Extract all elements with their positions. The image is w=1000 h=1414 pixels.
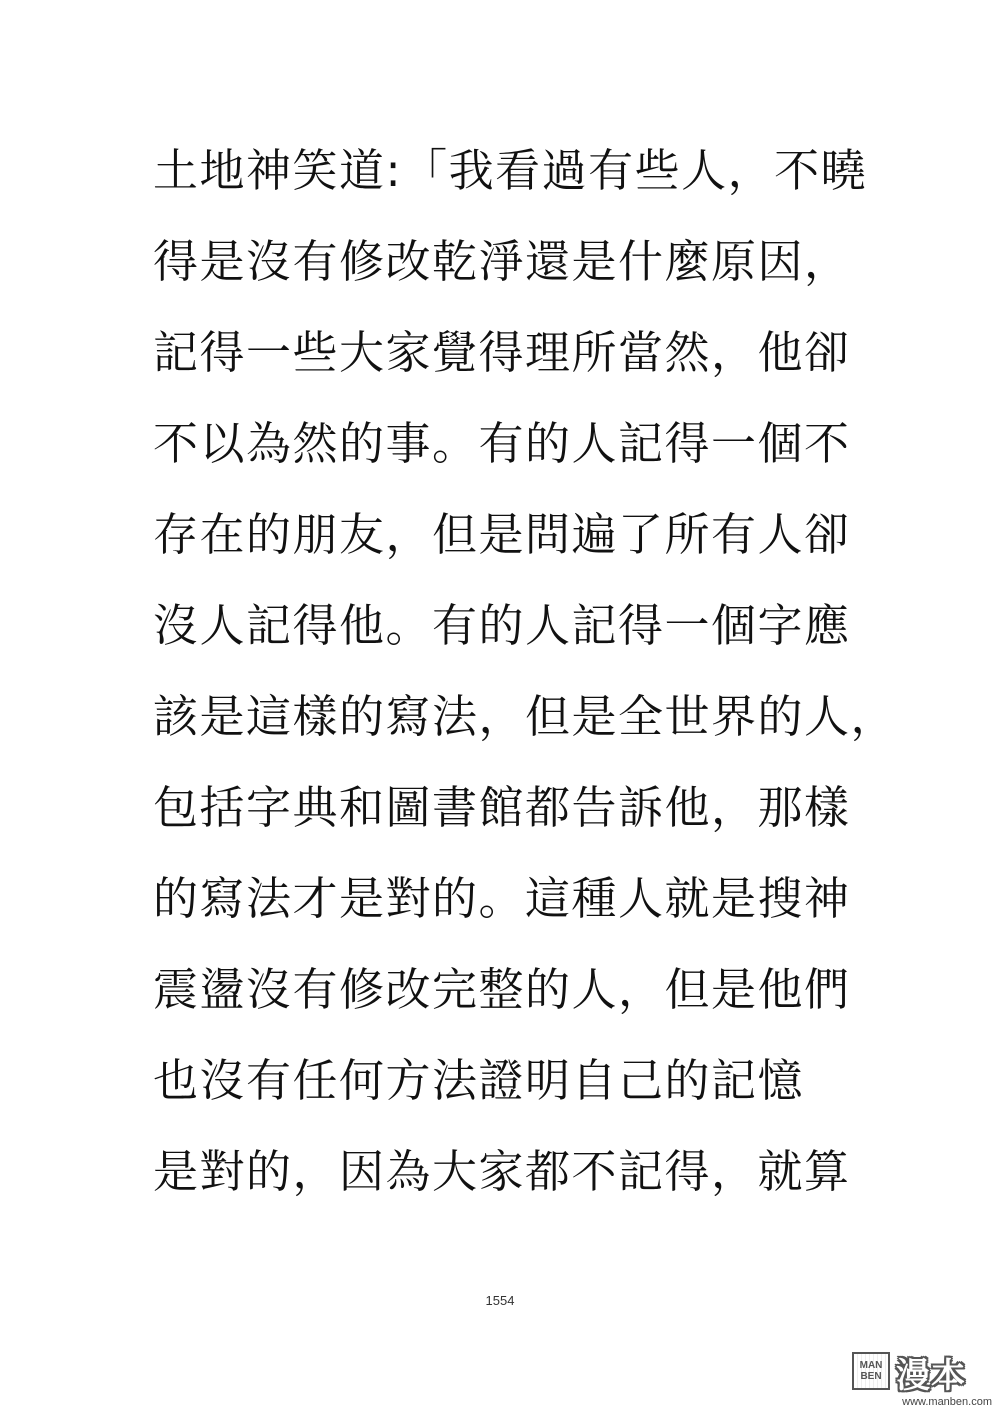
text-line: 是對的，因為大家都不記得，就算 bbox=[153, 1145, 851, 1198]
watermark-brand: 漫本 bbox=[896, 1356, 966, 1396]
text-line: 該是這樣的寫法，但是全世界的人， bbox=[153, 690, 898, 743]
logo-top-text: MAN bbox=[859, 1360, 883, 1371]
manben-logo-icon bbox=[852, 1352, 890, 1390]
text-line: 的寫法才是對的。這種人就是搜神 bbox=[153, 872, 851, 925]
page-number: 1554 bbox=[485, 1293, 515, 1308]
text-line: 土地神笑道:「我看過有些人，不曉 bbox=[153, 144, 868, 197]
text-line: 存在的朋友，但是問遍了所有人卻 bbox=[153, 508, 851, 561]
text-line: 也沒有任何方法證明自己的記憶 bbox=[153, 1054, 805, 1107]
text-line: 不以為然的事。有的人記得一個不 bbox=[153, 417, 851, 470]
body-text bbox=[153, 138, 898, 1230]
text-line: 震盪沒有修改完整的人，但是他們 bbox=[153, 963, 851, 1016]
text-line: 得是沒有修改乾淨還是什麼原因， bbox=[153, 235, 851, 288]
text-line: 記得一些大家覺得理所當然，他卻 bbox=[153, 326, 851, 379]
watermark-url: www.manben.com bbox=[902, 1396, 992, 1408]
logo-bottom-text: BEN bbox=[860, 1371, 882, 1382]
manben-watermark bbox=[852, 1348, 992, 1408]
text-line: 沒人記得他。有的人記得一個字應 bbox=[153, 599, 851, 652]
text-line: 包括字典和圖書館都告訴他，那樣 bbox=[153, 781, 851, 834]
